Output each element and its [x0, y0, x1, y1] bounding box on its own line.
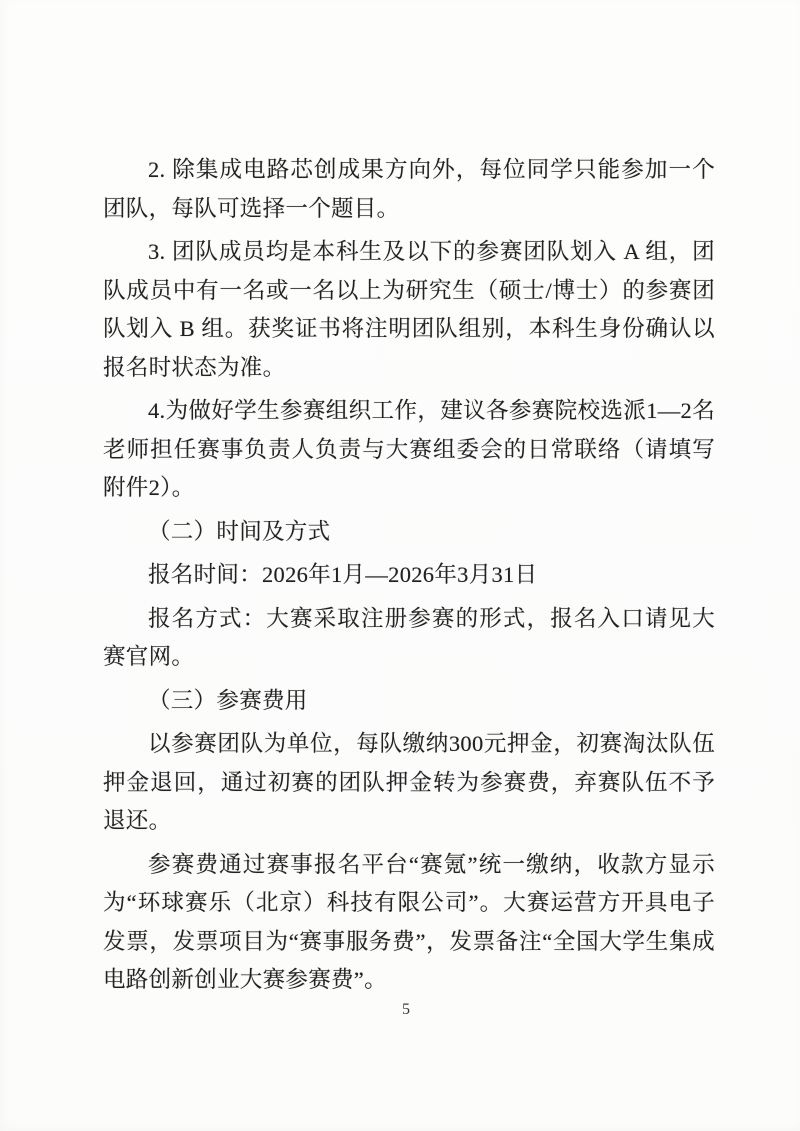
section-heading-time-and-method: （二）时间及方式	[148, 518, 331, 544]
paragraph-registration-method: 报名方式：大赛采取注册参赛的形式，报名入口请见大赛官网。	[103, 605, 715, 669]
paragraph-fee-payment-invoice: 参赛费通过赛事报名平台“赛氪”统一缴纳，收款方显示为“环球赛乐（北京）科技有限公司”。大赛运营方开具电子发票，发票项目为“赛事服务费”，发票备注“全国大学生集成电路创新创业大赛参赛费”。	[103, 851, 715, 992]
paragraph-fee-deposit: 以参赛团队为单位，每队缴纳300元押金，初赛淘汰队伍押金退回，通过初赛的团队押金转为参赛费，弃赛队伍不予退还。	[103, 731, 715, 833]
paragraph-rule-4-liaison: 4.为做好学生参赛组织工作，建议各参赛院校选派1—2名老师担任赛事负责人负责与大赛组委会的日常联络（请填写附件2）。	[103, 398, 715, 500]
paragraph-registration-time: 报名时间：2026年1月—2026年3月31日	[148, 562, 538, 587]
page-number: 5	[402, 1001, 410, 1018]
paragraph-rule-2: 2. 除集成电路芯创成果方向外，每位同学只能参加一个团队，每队可选择一个题目。	[103, 157, 715, 221]
section-heading-entry-fee: （三）参赛费用	[148, 687, 308, 713]
paragraph-rule-3-grouping: 3. 团队成员均是本科生及以下的参赛团队划入 A 组，团队成员中有一名或一名以上为研究生（硕士/博士）的参赛团队划入 B 组。获奖证书将注明团队组别，本科生身份确认以报名时状态为准。	[103, 239, 715, 380]
document-body	[103, 151, 715, 1000]
